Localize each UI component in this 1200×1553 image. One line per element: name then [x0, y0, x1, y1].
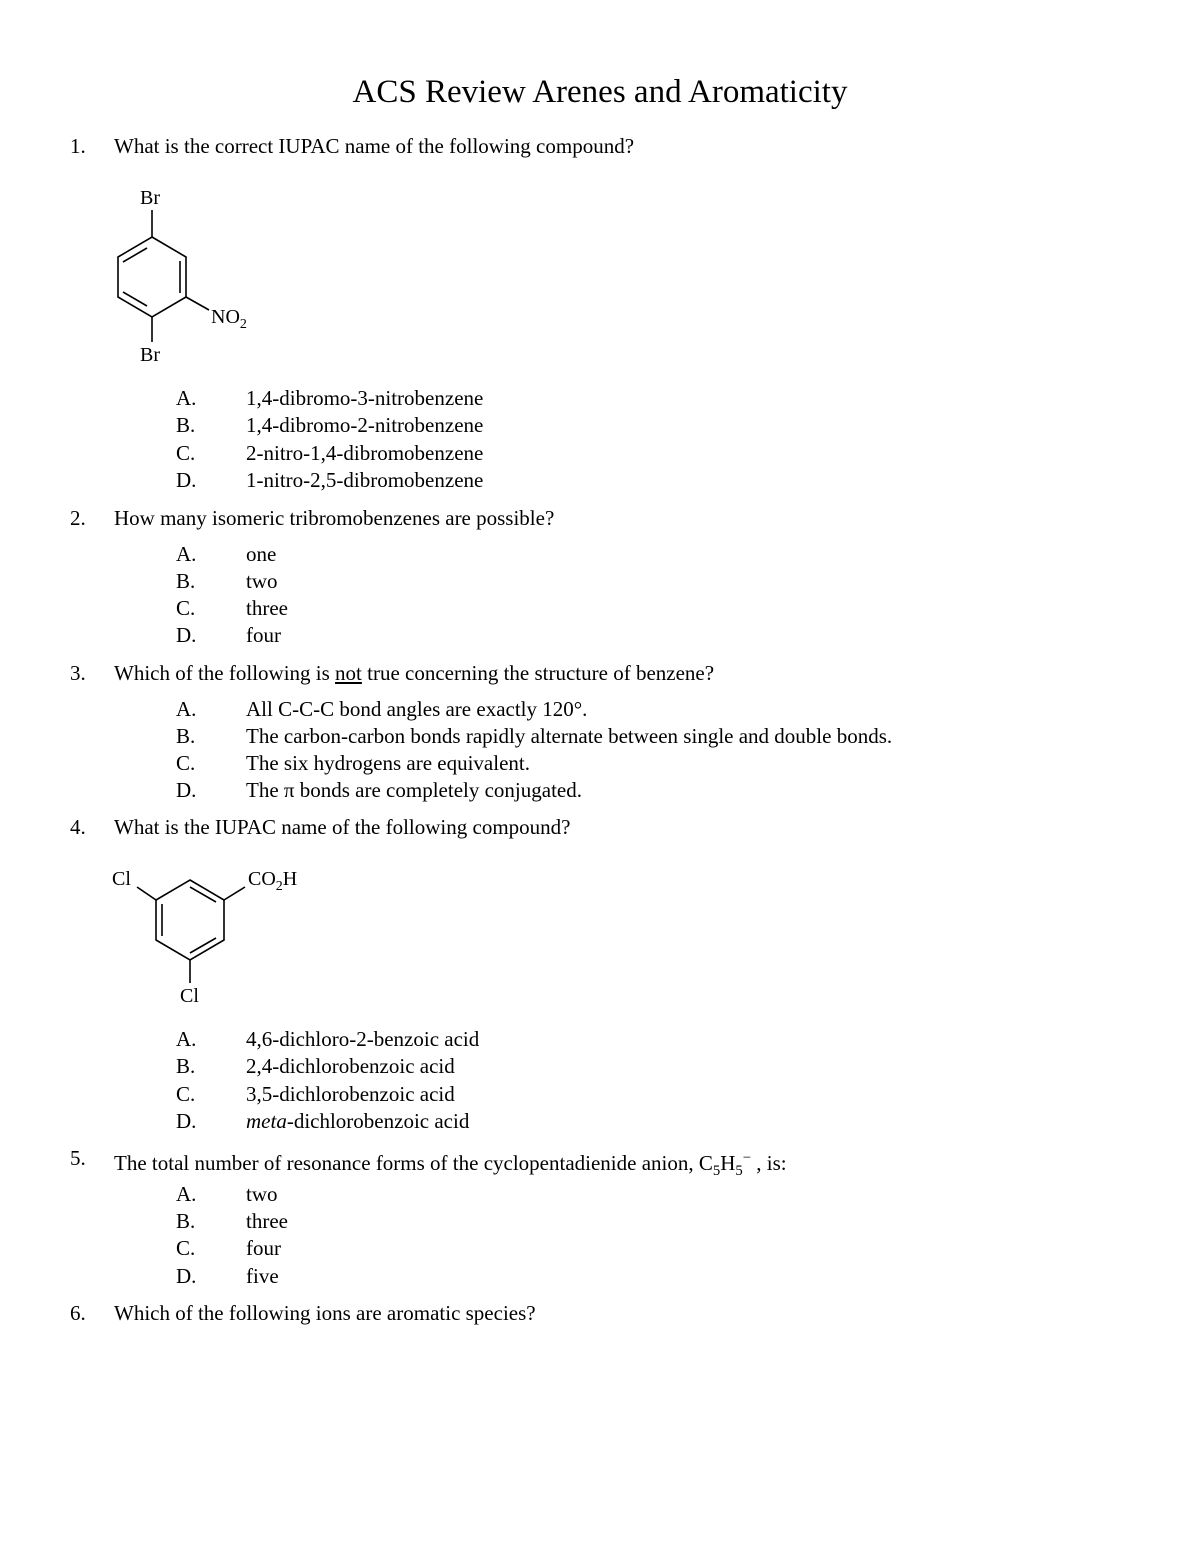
- q4-option-c-letter: C.: [176, 1082, 196, 1106]
- atom-cl-bottom: Cl: [180, 985, 199, 1007]
- page-title: ACS Review Arenes and Aromaticity: [352, 74, 848, 110]
- benzene-ring-4: [137, 880, 245, 983]
- group-nitro-index: 2: [239, 317, 247, 332]
- q2-option-c-letter: C.: [176, 596, 196, 620]
- q4-option-d-rest: -dichlorobenzoic acid: [286, 1109, 470, 1133]
- question-2-number: 2.: [70, 506, 86, 530]
- question-3-text-underlined: not: [335, 661, 362, 685]
- q5-option-c-letter: C.: [176, 1236, 196, 1260]
- group-carboxyl-pre: CO: [248, 868, 276, 890]
- q2-option-b-text: two: [246, 569, 278, 593]
- q5-option-a-text: two: [246, 1182, 278, 1206]
- question-1-text: What is the correct IUPAC name of the following compound?: [114, 134, 635, 158]
- q4-option-a-letter: A.: [176, 1027, 197, 1051]
- q3-option-d-text: The π bonds are completely conjugated.: [246, 778, 582, 802]
- q1-option-d-letter: D.: [176, 468, 197, 492]
- q4-option-d-italic: meta: [246, 1109, 287, 1133]
- question-6-number: 6.: [70, 1301, 86, 1325]
- q4-option-b-text: 2,4-dichlorobenzoic acid: [246, 1054, 455, 1078]
- question-5-text-post: , is:: [751, 1151, 787, 1175]
- group-carboxyl-post: H: [282, 868, 298, 890]
- question-3-number: 3.: [70, 661, 86, 685]
- q3-option-b-text: The carbon-carbon bonds rapidly alternate between single and double bonds.: [246, 724, 893, 748]
- formula-index-2: 5: [735, 1163, 743, 1180]
- q2-option-a-text: one: [246, 542, 277, 566]
- question-4-number: 4.: [70, 815, 86, 839]
- formula-index-1: 5: [712, 1163, 721, 1180]
- question-5-text: [114, 1145, 787, 1184]
- question-5-text-pre: The total number of resonance forms of the cyclopentadienide anion, C: [114, 1151, 713, 1175]
- formula-mid: H: [720, 1151, 736, 1175]
- q2-option-b-letter: B.: [176, 569, 196, 593]
- q2-option-d-letter: D.: [176, 623, 197, 647]
- question-2-text: How many isomeric tribromobenzenes are possible?: [114, 506, 555, 530]
- group-nitro-symbol: NO: [211, 306, 240, 328]
- q1-option-b-text: 1,4-dibromo-2-nitrobenzene: [246, 413, 484, 437]
- formula-charge: −: [742, 1150, 752, 1166]
- question-4-structure: [0, 0, 360, 1020]
- q5-option-c-text: four: [246, 1236, 281, 1260]
- group-carboxyl-index: 2: [275, 879, 283, 894]
- q5-option-a-letter: A.: [176, 1182, 197, 1206]
- q4-option-b-letter: B.: [176, 1054, 196, 1078]
- q5-option-b-letter: B.: [176, 1209, 196, 1233]
- question-6-text: Which of the following ions are aromatic species?: [114, 1301, 536, 1325]
- q3-option-b-letter: B.: [176, 724, 196, 748]
- question-1-number: 1.: [70, 134, 86, 158]
- question-4-text: What is the IUPAC name of the following compound?: [114, 815, 571, 839]
- q3-option-a-text: All C-C-C bond angles are exactly 120°.: [246, 697, 588, 721]
- q2-option-d-text: four: [246, 623, 281, 647]
- q4-option-d-letter: D.: [176, 1109, 197, 1133]
- bond-right: [224, 887, 245, 900]
- q4-option-a-text: 4,6-dichloro-2-benzoic acid: [246, 1027, 480, 1051]
- group-carboxyl: [248, 868, 297, 894]
- q3-option-a-letter: A.: [176, 697, 197, 721]
- question-3-text-pre: Which of the following is: [114, 661, 336, 685]
- q5-option-b-text: three: [246, 1209, 288, 1233]
- q1-option-b-letter: B.: [176, 413, 196, 437]
- q3-option-c-letter: C.: [176, 751, 196, 775]
- bond-left: [137, 887, 156, 900]
- q3-option-c-text: The six hydrogens are equivalent.: [246, 751, 530, 775]
- q1-option-a-text: 1,4-dibromo-3-nitrobenzene: [246, 386, 484, 410]
- q2-option-a-letter: A.: [176, 542, 197, 566]
- q5-option-d-text: five: [246, 1264, 279, 1288]
- q1-option-c-letter: C.: [176, 441, 196, 465]
- question-5-number: 5.: [70, 1146, 86, 1170]
- q1-option-c-text: 2-nitro-1,4-dibromobenzene: [246, 441, 484, 465]
- question-3-text-post: true concerning the structure of benzene?: [361, 661, 715, 685]
- atom-br-bottom: Br: [140, 344, 160, 366]
- q2-option-c-text: three: [246, 596, 288, 620]
- q4-option-c-text: 3,5-dichlorobenzoic acid: [246, 1082, 455, 1106]
- q5-option-d-letter: D.: [176, 1264, 197, 1288]
- q4-option-d-text: [246, 1108, 469, 1134]
- atom-cl-left: Cl: [112, 868, 131, 890]
- q1-option-d-text: 1-nitro-2,5-dibromobenzene: [246, 468, 484, 492]
- q3-option-d-letter: D.: [176, 778, 197, 802]
- atom-br-top: Br: [140, 187, 160, 209]
- q1-option-a-letter: A.: [176, 386, 197, 410]
